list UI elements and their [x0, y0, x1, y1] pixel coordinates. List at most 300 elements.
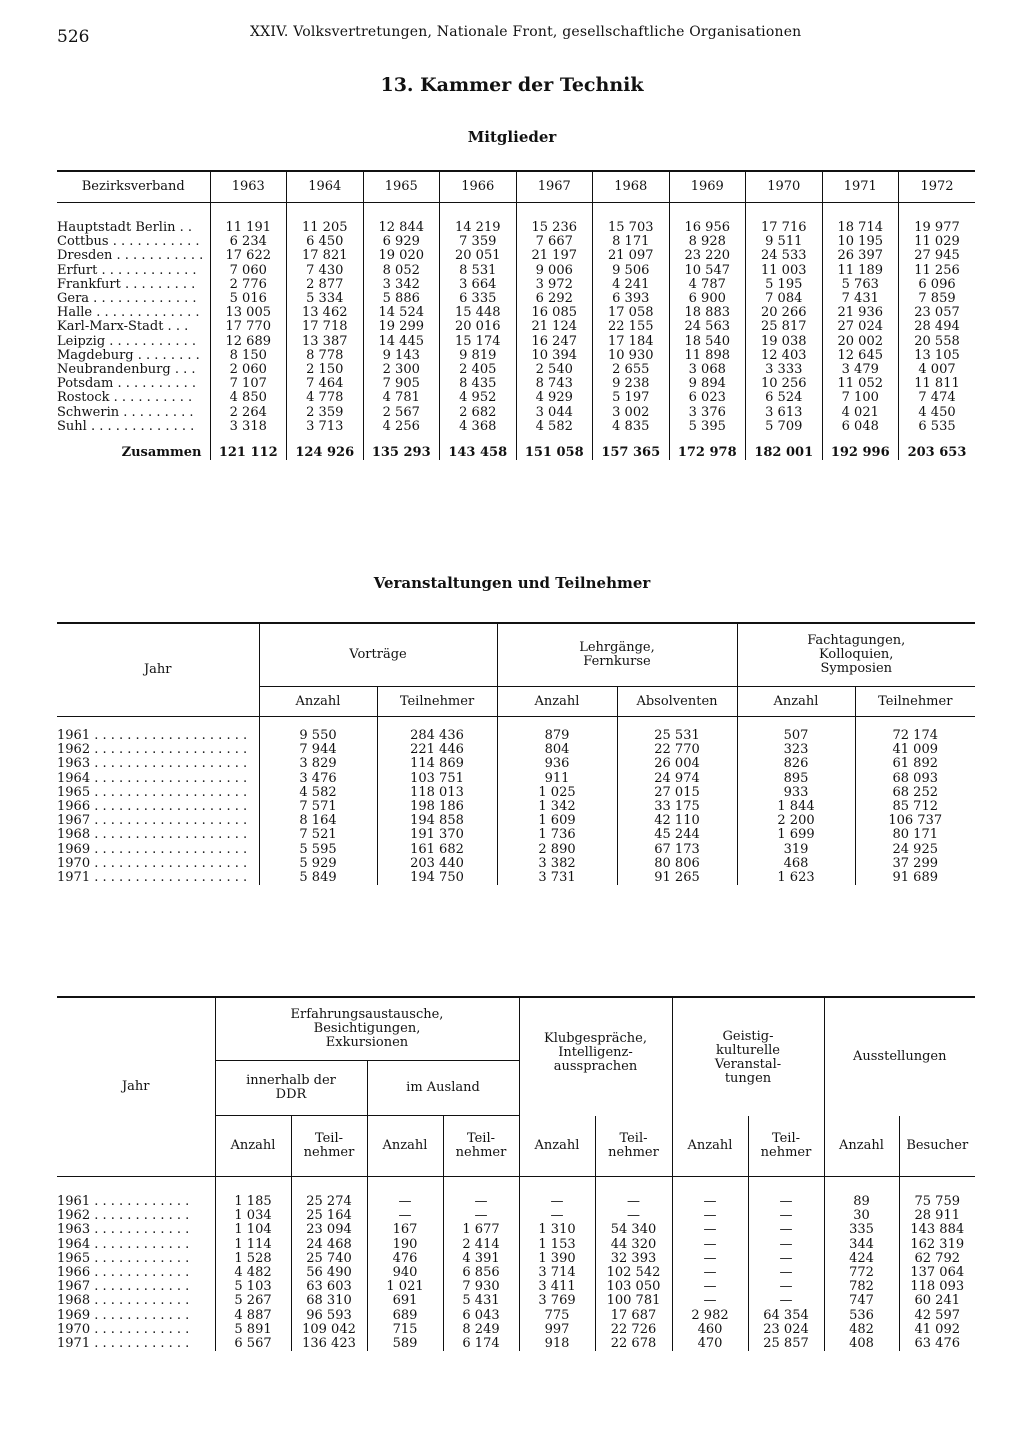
exchange-value: 89: [824, 1195, 899, 1209]
exchange-value: 167: [367, 1223, 443, 1237]
member-count: 14 445: [363, 335, 440, 349]
total-count: 143 458: [440, 446, 517, 460]
exchange-value: 6 174: [443, 1337, 519, 1351]
exchange-value: 589: [367, 1337, 443, 1351]
member-count: 17 622: [210, 249, 287, 263]
member-count: 2 655: [593, 363, 670, 377]
year-label: 1970 . . . . . . . . . . . . . . . . . . .: [57, 855, 248, 871]
events-subheader: Absolventen: [617, 687, 737, 717]
member-count: 4 787: [669, 278, 746, 292]
member-count: 4 929: [516, 391, 593, 405]
year-label: 1962 . . . . . . . . . . . . . . . . . . .: [57, 742, 248, 758]
event-value: 879: [497, 729, 617, 743]
exchange-value: 997: [519, 1323, 595, 1337]
exchange-value: 1 390: [519, 1252, 595, 1266]
exchange-value: 5 431: [443, 1294, 519, 1308]
group-fachtagungen: Fachtagungen, Kolloquien, Symposien: [737, 623, 975, 687]
sub-innerhalb-ddr: innerhalb der DDR: [215, 1061, 367, 1116]
exchange-value: —: [748, 1238, 824, 1252]
member-count: 6 900: [669, 292, 746, 306]
event-value: 7 571: [259, 800, 377, 814]
member-count: 7 060: [210, 264, 287, 278]
exchange-value: 470: [672, 1337, 748, 1351]
year-header: 1964: [287, 171, 364, 203]
event-value: 1 342: [497, 800, 617, 814]
member-count: 4 781: [363, 391, 440, 405]
exchange-value: 1 310: [519, 1223, 595, 1237]
year-header: 1969: [669, 171, 746, 203]
exchange-subheader: Teil- nehmer: [595, 1116, 672, 1177]
member-count: 4 241: [593, 278, 670, 292]
event-value: 24 974: [617, 772, 737, 786]
bezirk-label: Leipzig . . . . . . . . . . .: [57, 333, 197, 349]
member-count: 24 563: [669, 320, 746, 334]
exchange-value: 3 411: [519, 1280, 595, 1294]
bezirk-label: Frankfurt . . . . . . . . .: [57, 276, 196, 292]
event-value: 826: [737, 757, 855, 771]
member-count: 6 450: [287, 235, 364, 249]
member-count: 11 205: [287, 221, 364, 235]
exchange-value: 1 114: [215, 1238, 291, 1252]
member-count: 11 898: [669, 349, 746, 363]
table-row: [57, 391, 975, 405]
exchange-value: 1 153: [519, 1238, 595, 1252]
table-row: [57, 335, 975, 349]
member-count: 20 002: [822, 335, 899, 349]
members-table: [57, 170, 975, 460]
event-value: 7 944: [259, 743, 377, 757]
member-count: 13 462: [287, 306, 364, 320]
member-count: 3 342: [363, 278, 440, 292]
exchange-value: —: [672, 1209, 748, 1223]
event-value: 1 736: [497, 828, 617, 842]
exchange-value: 689: [367, 1309, 443, 1323]
year-label: 1967 . . . . . . . . . . . .: [57, 1279, 190, 1295]
exchange-value: 1 034: [215, 1209, 291, 1223]
member-count: 6 524: [746, 391, 823, 405]
table-row: [57, 306, 975, 320]
table-row: [57, 235, 975, 249]
exchange-value: 118 093: [899, 1280, 975, 1294]
exchange-value: 476: [367, 1252, 443, 1266]
table-row: [57, 377, 975, 391]
member-count: 3 044: [516, 406, 593, 420]
exchange-value: —: [748, 1280, 824, 1294]
exchange-subheader: Anzahl: [367, 1116, 443, 1177]
event-value: 2 890: [497, 843, 617, 857]
member-count: 17 716: [746, 221, 823, 235]
exchange-value: 918: [519, 1337, 595, 1351]
event-value: 1 623: [737, 871, 855, 885]
event-value: 91 689: [855, 871, 975, 885]
exchange-value: 536: [824, 1309, 899, 1323]
event-value: 198 186: [377, 800, 497, 814]
event-value: 80 806: [617, 857, 737, 871]
year-header: 1963: [210, 171, 287, 203]
exchange-value: 25 274: [291, 1195, 367, 1209]
year-label: 1966 . . . . . . . . . . . . . . . . . . .: [57, 799, 248, 815]
exchange-value: 23 094: [291, 1223, 367, 1237]
event-value: 804: [497, 743, 617, 757]
member-count: 7 430: [287, 264, 364, 278]
exchange-value: 100 781: [595, 1294, 672, 1308]
exchange-value: 1 021: [367, 1280, 443, 1294]
member-count: 18 883: [669, 306, 746, 320]
exchange-value: 482: [824, 1323, 899, 1337]
event-value: 284 436: [377, 729, 497, 743]
member-count: 2 776: [210, 278, 287, 292]
member-count: 11 189: [822, 264, 899, 278]
bezirk-label: Gera . . . . . . . . . . . . .: [57, 291, 197, 307]
member-count: 16 085: [516, 306, 593, 320]
table-row: [57, 1209, 975, 1223]
event-value: 3 731: [497, 871, 617, 885]
table-row: [57, 1323, 975, 1337]
event-value: 194 858: [377, 814, 497, 828]
member-count: 23 057: [899, 306, 976, 320]
bezirk-label: Karl-Marx-Stadt . . .: [57, 319, 189, 335]
total-count: 203 653: [899, 446, 976, 460]
events-subheader: Teilnehmer: [377, 687, 497, 717]
exchange-subheader: Anzahl: [824, 1116, 899, 1177]
member-count: 17 770: [210, 320, 287, 334]
year-label: 1969 . . . . . . . . . . . . . . . . . . .: [57, 841, 248, 857]
exchange-value: —: [672, 1252, 748, 1266]
group-ausstellungen: Ausstellungen: [824, 997, 975, 1116]
table-row: [57, 814, 975, 828]
year-label: 1965 . . . . . . . . . . . .: [57, 1250, 190, 1266]
member-count: 24 533: [746, 249, 823, 263]
member-count: 7 474: [899, 391, 976, 405]
member-count: 11 003: [746, 264, 823, 278]
exchange-value: 4 391: [443, 1252, 519, 1266]
table-row: [57, 786, 975, 800]
member-count: 4 582: [516, 420, 593, 434]
table-row: [57, 420, 975, 434]
exchange-value: 137 064: [899, 1266, 975, 1280]
member-count: 7 859: [899, 292, 976, 306]
exchange-subheader: Anzahl: [215, 1116, 291, 1177]
table-row: [57, 406, 975, 420]
exchange-value: 4 482: [215, 1266, 291, 1280]
exchange-value: —: [443, 1209, 519, 1223]
event-value: 895: [737, 772, 855, 786]
member-count: 18 540: [669, 335, 746, 349]
table-row: [57, 743, 975, 757]
member-count: 15 448: [440, 306, 517, 320]
running-head: XXIV. Volksvertretungen, Nationale Front, gesellschaftliche Organisationen: [250, 24, 802, 40]
event-value: 103 751: [377, 772, 497, 786]
member-count: 7 431: [822, 292, 899, 306]
member-count: 7 084: [746, 292, 823, 306]
member-count: 6 234: [210, 235, 287, 249]
exchange-value: 4 887: [215, 1309, 291, 1323]
exchange-value: 32 393: [595, 1252, 672, 1266]
event-value: 933: [737, 786, 855, 800]
event-value: 45 244: [617, 828, 737, 842]
event-value: 3 476: [259, 772, 377, 786]
table-row: [57, 292, 975, 306]
exchange-value: 6 567: [215, 1337, 291, 1351]
exchange-value: 2 414: [443, 1238, 519, 1252]
table-row: [57, 249, 975, 263]
member-count: 22 155: [593, 320, 670, 334]
year-label: 1967 . . . . . . . . . . . . . . . . . . .: [57, 813, 248, 829]
exchange-value: —: [748, 1209, 824, 1223]
bezirk-label: Neubrandenburg . . .: [57, 362, 196, 378]
bezirk-label: Rostock . . . . . . . . . .: [57, 390, 193, 406]
event-value: 203 440: [377, 857, 497, 871]
member-count: 4 835: [593, 420, 670, 434]
member-count: 3 972: [516, 278, 593, 292]
group-geistig-kulturelle: Geistig- kulturelle Veranstal- tungen: [672, 997, 824, 1116]
member-count: 20 051: [440, 249, 517, 263]
year-header: 1966: [440, 171, 517, 203]
event-value: 37 299: [855, 857, 975, 871]
table-row: [57, 800, 975, 814]
year-label: 1962 . . . . . . . . . . . .: [57, 1208, 190, 1224]
member-count: 11 191: [210, 221, 287, 235]
member-count: 4 007: [899, 363, 976, 377]
member-count: 9 006: [516, 264, 593, 278]
table-row: [57, 1266, 975, 1280]
member-count: 5 709: [746, 420, 823, 434]
member-count: 8 531: [440, 264, 517, 278]
member-count: 3 613: [746, 406, 823, 420]
exchange-subheader: Anzahl: [672, 1116, 748, 1177]
member-count: 4 021: [822, 406, 899, 420]
exchange-value: 772: [824, 1266, 899, 1280]
exchange-table: [57, 996, 975, 1351]
bezirksverband-header: Bezirksverband: [57, 171, 210, 203]
member-count: 3 664: [440, 278, 517, 292]
events-subheader: Teilnehmer: [855, 687, 975, 717]
exchange-value: 54 340: [595, 1223, 672, 1237]
event-value: 194 750: [377, 871, 497, 885]
exchange-value: 3 769: [519, 1294, 595, 1308]
year-header: 1968: [593, 171, 670, 203]
year-label: 1964 . . . . . . . . . . . . . . . . . . .: [57, 770, 248, 786]
year-label: 1971 . . . . . . . . . . . .: [57, 1336, 190, 1352]
table-row: [57, 857, 975, 871]
member-count: 6 335: [440, 292, 517, 306]
event-value: 61 892: [855, 757, 975, 771]
exchange-value: —: [748, 1195, 824, 1209]
member-count: 4 256: [363, 420, 440, 434]
total-count: 135 293: [363, 446, 440, 460]
event-value: 191 370: [377, 828, 497, 842]
year-header: 1965: [363, 171, 440, 203]
event-value: 7 521: [259, 828, 377, 842]
table-row: [57, 1309, 975, 1323]
exchange-value: 136 423: [291, 1337, 367, 1351]
bezirk-label: Hauptstadt Berlin . .: [57, 220, 193, 235]
member-count: 13 005: [210, 306, 287, 320]
exchange-value: 64 354: [748, 1309, 824, 1323]
member-count: 2 150: [287, 363, 364, 377]
member-count: 6 929: [363, 235, 440, 249]
exchange-value: 25 857: [748, 1337, 824, 1351]
year-header: 1970: [746, 171, 823, 203]
table-row: [57, 320, 975, 334]
events-title: Veranstaltungen und Teilnehmer: [373, 574, 651, 592]
member-count: 12 645: [822, 349, 899, 363]
year-label: 1963 . . . . . . . . . . . .: [57, 1222, 190, 1238]
member-count: 9 894: [669, 377, 746, 391]
member-count: 2 060: [210, 363, 287, 377]
table-row: [57, 871, 975, 885]
member-count: 9 506: [593, 264, 670, 278]
exchange-value: 715: [367, 1323, 443, 1337]
group-lehrgaenge: Lehrgänge, Fernkurse: [497, 623, 737, 687]
exchange-value: 25 164: [291, 1209, 367, 1223]
member-count: 15 703: [593, 221, 670, 235]
event-value: 1 025: [497, 786, 617, 800]
year-label: 1968 . . . . . . . . . . . .: [57, 1293, 190, 1309]
exchange-value: —: [672, 1294, 748, 1308]
group-klubgespraeche: Klubgespräche, Intelligenz- aussprachen: [519, 997, 672, 1116]
member-count: 10 195: [822, 235, 899, 249]
exchange-value: 940: [367, 1266, 443, 1280]
event-value: 42 110: [617, 814, 737, 828]
table-row: [57, 843, 975, 857]
member-count: 9 819: [440, 349, 517, 363]
event-value: 5 849: [259, 871, 377, 885]
member-count: 6 096: [899, 278, 976, 292]
exchange-value: —: [672, 1266, 748, 1280]
exchange-subheader: Teil- nehmer: [291, 1116, 367, 1177]
exchange-value: 103 050: [595, 1280, 672, 1294]
exchange-value: —: [748, 1294, 824, 1308]
exchange-value: —: [748, 1252, 824, 1266]
member-count: 2 300: [363, 363, 440, 377]
exchange-value: 143 884: [899, 1223, 975, 1237]
exchange-subheader: Besucher: [899, 1116, 975, 1177]
exchange-value: —: [672, 1238, 748, 1252]
event-value: 91 265: [617, 871, 737, 885]
exchange-value: 60 241: [899, 1294, 975, 1308]
member-count: 5 016: [210, 292, 287, 306]
table-row: [57, 772, 975, 786]
year-header: 1967: [516, 171, 593, 203]
member-count: 2 264: [210, 406, 287, 420]
member-count: 6 535: [899, 420, 976, 434]
member-count: 27 945: [899, 249, 976, 263]
event-value: 4 582: [259, 786, 377, 800]
member-count: 14 219: [440, 221, 517, 235]
member-count: 27 024: [822, 320, 899, 334]
year-label: 1961 . . . . . . . . . . . .: [57, 1194, 190, 1209]
member-count: 2 682: [440, 406, 517, 420]
exchange-value: 6 043: [443, 1309, 519, 1323]
exchange-value: 6 856: [443, 1266, 519, 1280]
event-value: 68 252: [855, 786, 975, 800]
member-count: 13 105: [899, 349, 976, 363]
member-count: 12 403: [746, 349, 823, 363]
member-count: 4 450: [899, 406, 976, 420]
member-count: 8 928: [669, 235, 746, 249]
event-value: 106 737: [855, 814, 975, 828]
event-value: 24 925: [855, 843, 975, 857]
event-value: 221 446: [377, 743, 497, 757]
member-count: 6 023: [669, 391, 746, 405]
exchange-value: —: [367, 1209, 443, 1223]
exchange-value: 75 759: [899, 1195, 975, 1209]
member-count: 16 247: [516, 335, 593, 349]
exchange-value: 424: [824, 1252, 899, 1266]
event-value: 22 770: [617, 743, 737, 757]
member-count: 21 097: [593, 249, 670, 263]
exchange-value: 42 597: [899, 1309, 975, 1323]
exchange-value: —: [748, 1266, 824, 1280]
member-count: 10 547: [669, 264, 746, 278]
member-count: 7 905: [363, 377, 440, 391]
exchange-value: 109 042: [291, 1323, 367, 1337]
events-table: [57, 622, 975, 885]
table-row: [57, 1238, 975, 1252]
exchange-value: —: [519, 1209, 595, 1223]
member-count: 19 038: [746, 335, 823, 349]
exchange-value: 102 542: [595, 1266, 672, 1280]
member-count: 8 778: [287, 349, 364, 363]
exchange-value: 30: [824, 1209, 899, 1223]
year-label: 1961 . . . . . . . . . . . . . . . . . . .: [57, 728, 248, 743]
member-count: 2 877: [287, 278, 364, 292]
member-count: 4 368: [440, 420, 517, 434]
year-label: 1971 . . . . . . . . . . . . . . . . . . .: [57, 870, 248, 886]
exchange-subheader: Teil- nehmer: [443, 1116, 519, 1177]
exchange-value: 190: [367, 1238, 443, 1252]
bezirk-label: Dresden . . . . . . . . . . .: [57, 248, 204, 264]
member-count: 10 256: [746, 377, 823, 391]
member-count: 20 266: [746, 306, 823, 320]
exchange-value: 691: [367, 1294, 443, 1308]
member-count: 2 567: [363, 406, 440, 420]
member-count: 7 100: [822, 391, 899, 405]
total-row: [57, 446, 975, 460]
member-count: 5 197: [593, 391, 670, 405]
table-row: [57, 1337, 975, 1351]
year-header: 1971: [822, 171, 899, 203]
event-value: 323: [737, 743, 855, 757]
group-vortraege: Vorträge: [259, 623, 497, 687]
exchange-value: 96 593: [291, 1309, 367, 1323]
event-value: 118 013: [377, 786, 497, 800]
member-count: 25 817: [746, 320, 823, 334]
bezirk-label: Schwerin . . . . . . . . .: [57, 404, 194, 420]
member-count: 4 952: [440, 391, 517, 405]
member-count: 3 068: [669, 363, 746, 377]
member-count: 12 689: [210, 335, 287, 349]
event-value: 9 550: [259, 729, 377, 743]
member-count: 3 376: [669, 406, 746, 420]
exchange-value: —: [672, 1280, 748, 1294]
member-count: 10 930: [593, 349, 670, 363]
exchange-value: 408: [824, 1337, 899, 1351]
bezirk-label: Halle . . . . . . . . . . . . .: [57, 305, 200, 321]
member-count: 3 318: [210, 420, 287, 434]
event-value: 936: [497, 757, 617, 771]
exchange-value: —: [595, 1209, 672, 1223]
table-row: [57, 264, 975, 278]
member-count: 2 540: [516, 363, 593, 377]
bezirk-label: Erfurt . . . . . . . . . . . .: [57, 262, 197, 278]
member-count: 9 511: [746, 235, 823, 249]
member-count: 28 494: [899, 320, 976, 334]
member-count: 15 174: [440, 335, 517, 349]
exchange-value: 44 320: [595, 1238, 672, 1252]
year-label: 1963 . . . . . . . . . . . . . . . . . . .: [57, 756, 248, 772]
